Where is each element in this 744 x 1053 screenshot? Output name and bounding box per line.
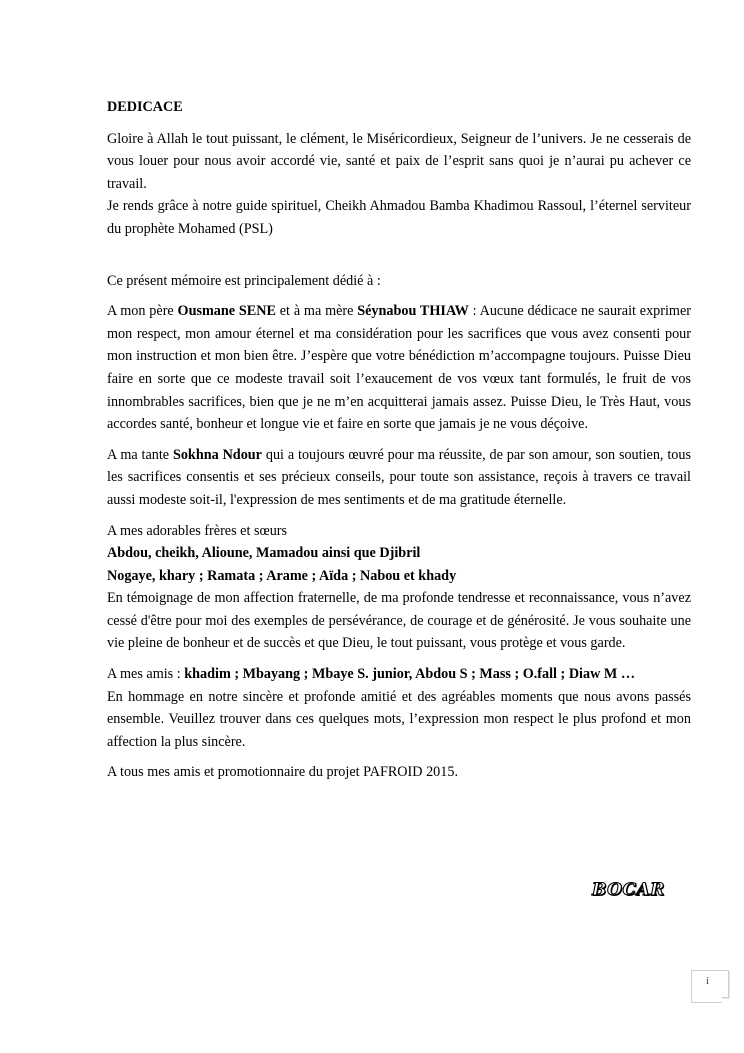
paragraph-praise: Gloire à Allah le tout puissant, le clément, le Miséricordieux, Seigneur de l’univers. Je ne cesserais de vous louer pour nous avoir accordé vie, santé et paix de l’esprit sans quoi je n’aurai pu achever ce travail. bbox=[107, 130, 691, 192]
friends-prefix: A mes amis : bbox=[107, 666, 185, 683]
paragraph-dedicated-to: Ce présent mémoire est principalement dédié à : bbox=[107, 272, 381, 289]
parents-mid: et à ma mère bbox=[275, 303, 358, 320]
aunt-prefix: A ma tante bbox=[107, 446, 173, 463]
page-number-box bbox=[691, 970, 729, 998]
paragraph-siblings: En témoignage de mon affection fraternelle, de ma profonde tendresse et reconnaissance, vous n’avez cessé d'être pour moi des exemples de persévérance, de courage et de générosité. Je vous souhaite une vie pleine de bonheur et de succès et que Dieu, le tout puissant, vous protège et vous garde. bbox=[107, 590, 691, 652]
siblings-intro: A mes adorables frères et sœurs bbox=[107, 522, 288, 539]
paragraph-friends: En hommage en notre sincère et profonde amitié et des agréables moments que nous avons passés ensemble. Veuillez trouver dans ces quelques mots, l’expression mon respect le plus profond et mon affection la plus sincère. bbox=[107, 688, 691, 750]
paragraph-guide: Je rends grâce à notre guide spirituel, Cheikh Ahmadou Bamba Khadimou Rassoul, l’éternel serviteur du prophète Mohamed (PSL) bbox=[107, 198, 691, 237]
friends-line bbox=[107, 663, 691, 686]
page-title: DEDICACE bbox=[107, 99, 183, 115]
friends-names: khadim ; Mbayang ; Mbaye S. junior, Abdou S ; Mass ; O.fall ; Diaw M … bbox=[184, 666, 636, 683]
siblings-names-brothers: Abdou, cheikh, Alioune, Mamadou ainsi que Djibril bbox=[107, 545, 421, 562]
paragraph-parents bbox=[107, 300, 691, 436]
paragraph-final: A tous mes amis et promotionnaire du projet PAFROID 2015. bbox=[107, 764, 458, 781]
siblings-names-sisters: Nogaye, khary ; Ramata ; Arame ; Aïda ; Nabou et khady bbox=[107, 567, 457, 584]
aunt-name: Sokhna Ndour bbox=[172, 446, 262, 463]
parents-text: : Aucune dédicace ne saurait exprimer mon respect, mon amour éternel et ma considération pour les sacrifices que vous avez consenti pour mon instruction et mon bien être. J’espère que votre bénédiction m’accompagne toujours. Puisse Dieu faire en sorte que ce modeste travail soit l’exaucement de vos vœux tant formulés, le fruit de vos innombrables sacrifices, bien que je ne m’en acquitterai jamais assez. Puisse Dieu, le Très Haut, vous accordes santé, bonheur et longue vie et faire en sorte que jamais je ne vous déçoive. bbox=[107, 303, 691, 433]
paragraph-aunt bbox=[107, 444, 691, 512]
dedication-body bbox=[107, 96, 691, 784]
signature: BOCAR bbox=[592, 880, 665, 900]
father-name: Ousmane SENE bbox=[177, 303, 276, 320]
parents-prefix: A mon père bbox=[107, 303, 178, 320]
mother-name: Séynabou THIAW bbox=[357, 303, 469, 320]
aunt-text: qui a toujours œuvré pour ma réussite, de par son amour, son soutien, tous les sacrifices consentis et ses précieux conseils, pour toute son assistance, reçois à travers ce travail aussi modeste soit-il, l'expression de mes sentiments et de ma gratitude éternelle. bbox=[107, 446, 691, 508]
page-number: i bbox=[706, 976, 709, 987]
